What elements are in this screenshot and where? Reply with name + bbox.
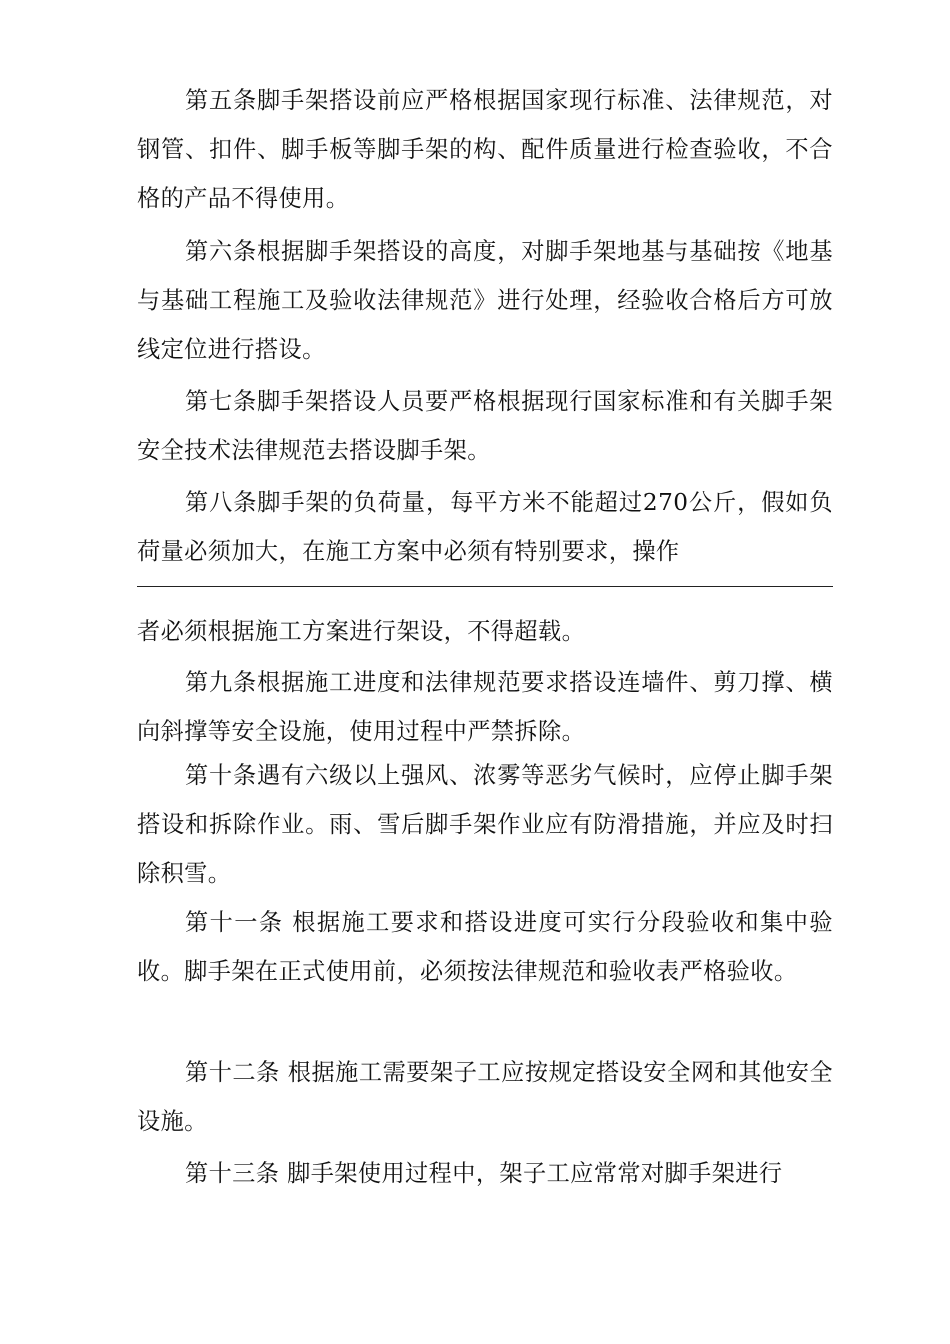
paragraph-article-10: 第十条遇有六级以上强风、浓雾等恶劣气候时，应停止脚手架搭设和拆除作业。雨、雪后脚手架作业应有防滑措施，并应及时扫除积雪。	[137, 762, 833, 887]
paragraph-article-13: 第十三条 脚手架使用过程中，架子工应常常对脚手架进行	[185, 1160, 783, 1187]
paragraph-article-8: 第八条脚手架的负荷量，每平方米不能超过270公斤，假如负荷量必须加大，在施工方案中必须有特别要求，操作	[137, 489, 833, 565]
paragraph-article-12: 第十二条 根据施工需要架子工应按规定搭设安全网和其他安全设施。	[137, 1059, 833, 1135]
page-break-divider	[137, 586, 833, 587]
paragraph-article-7: 第七条脚手架搭设人员要严格根据现行国家标准和有关脚手架安全技术法律规范去搭设脚手架。	[137, 388, 833, 464]
paragraph-article-9: 第九条根据施工进度和法律规范要求搭设连墙件、剪刀撑、横向斜撑等安全设施，使用过程中严禁拆除。	[137, 669, 833, 745]
paragraph-article-6: 第六条根据脚手架搭设的高度，对脚手架地基与基础按《地基与基础工程施工及验收法律规范》进行处理，经验收合格后方可放线定位进行搭设。	[137, 238, 833, 363]
paragraph-article-11: 第十一条 根据施工要求和搭设进度可实行分段验收和集中验收。脚手架在正式使用前，必须按法律规范和验收表严格验收。	[137, 909, 833, 985]
paragraph-article-5: 第五条脚手架搭设前应严格根据国家现行标准、法律规范，对钢管、扣件、脚手板等脚手架的构、配件质量进行检查验收，不合格的产品不得使用。	[137, 87, 833, 212]
paragraph-article-8-continued: 者必须根据施工方案进行架设，不得超载。	[137, 618, 586, 645]
